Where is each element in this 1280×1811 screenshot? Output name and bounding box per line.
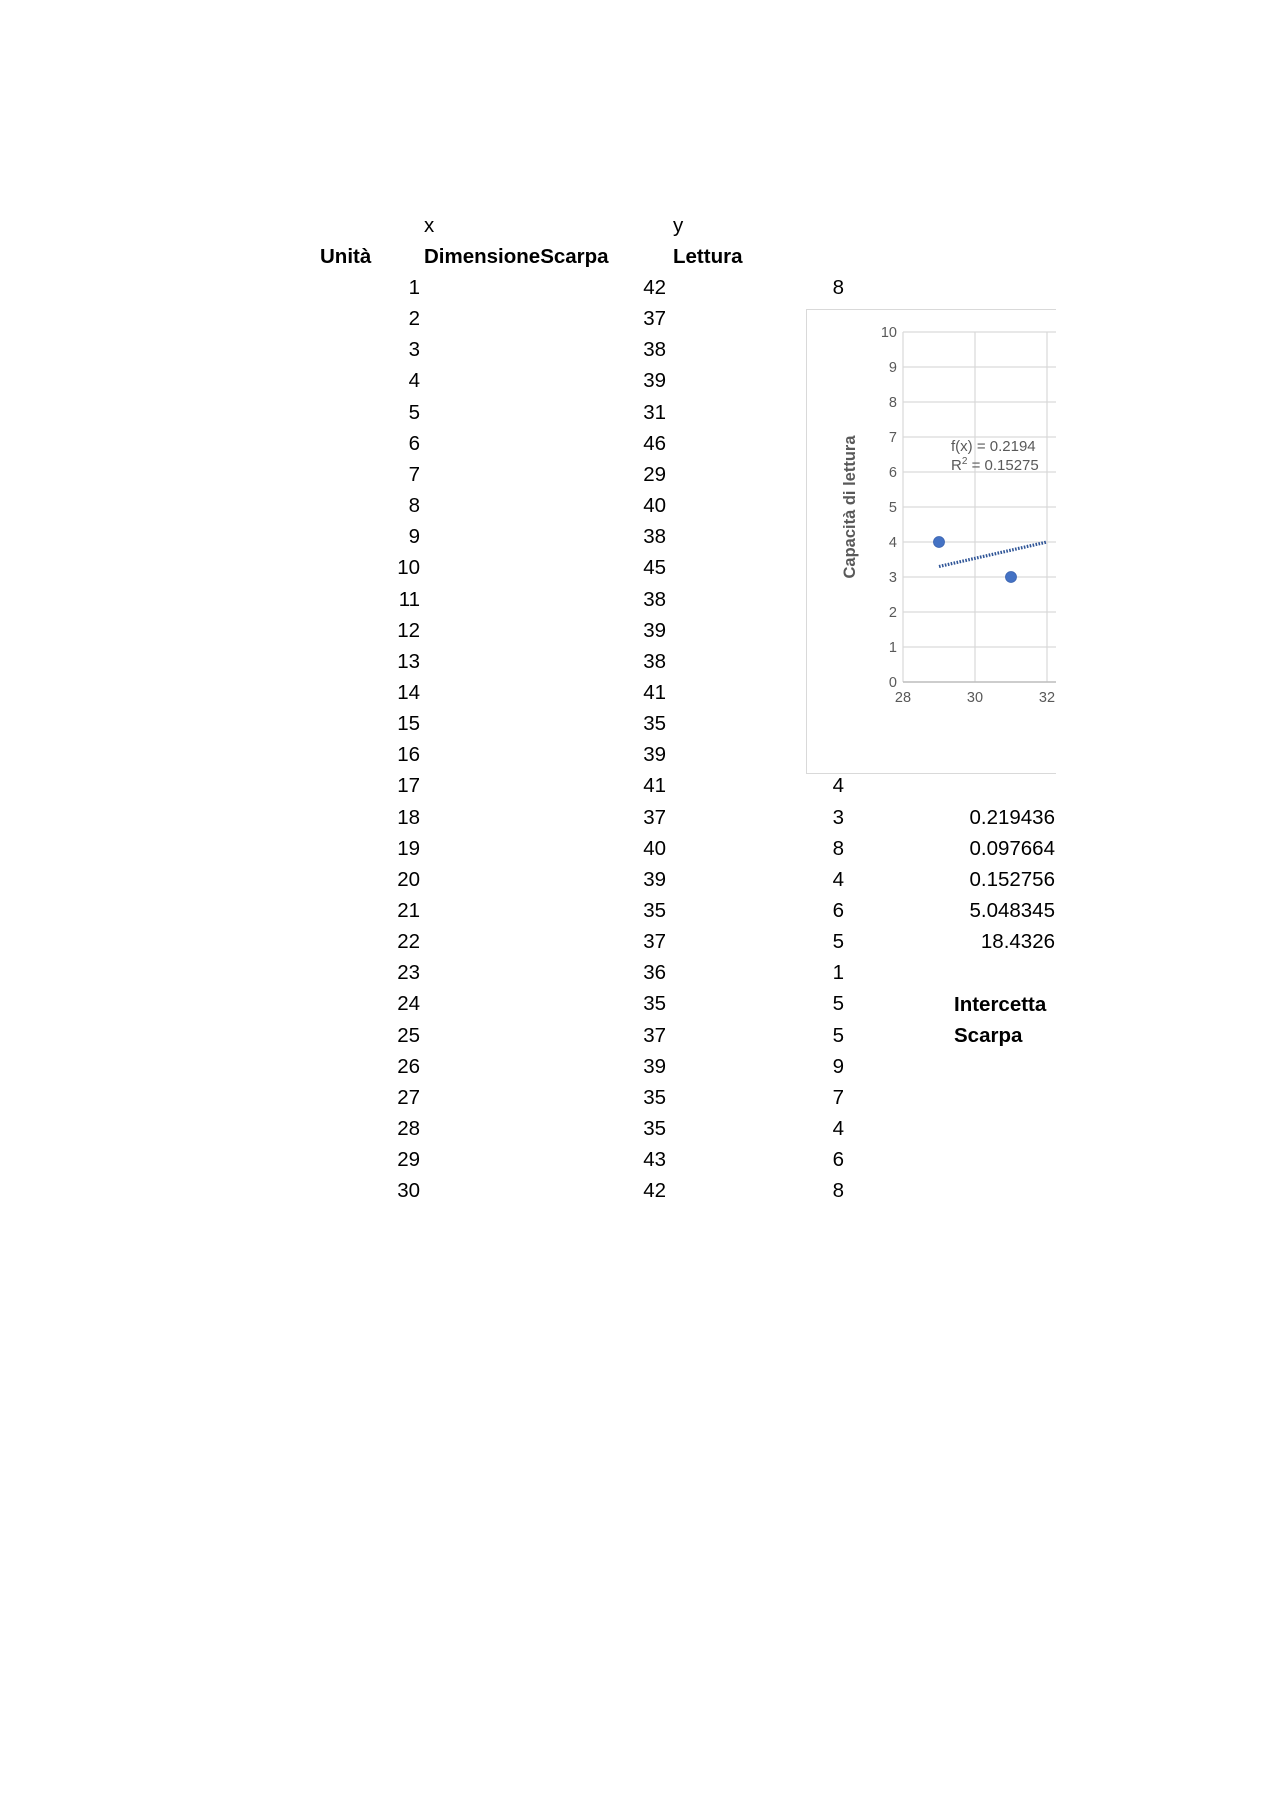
scatter-chart[interactable]: [806, 309, 1056, 774]
stat-f-value: 5.048345: [969, 899, 1055, 922]
row-reading: 8: [832, 837, 844, 860]
row-unit: 6: [408, 432, 420, 455]
row-unit: 8: [408, 494, 420, 517]
row-reading: 5: [832, 992, 844, 1015]
row-reading: 8: [832, 276, 844, 299]
row-shoe-size: 39: [643, 868, 666, 891]
row-shoe-size: 41: [643, 681, 666, 704]
trend-r-squared: $R^2 = 0.15275$: [951, 456, 1039, 474]
row-unit: 4: [408, 369, 420, 392]
row-unit: 9: [408, 525, 420, 548]
data-point: [1006, 572, 1017, 583]
row-unit: 19: [397, 837, 420, 860]
row-shoe-size: 45: [643, 556, 666, 579]
row-unit: 16: [397, 743, 420, 766]
row-shoe-size: 42: [643, 276, 666, 299]
x-tick-label: 28: [894, 690, 912, 706]
row-unit: 22: [397, 930, 420, 953]
row-unit: 10: [397, 556, 420, 579]
header-x-letter: x: [424, 214, 435, 237]
row-shoe-size: 40: [643, 837, 666, 860]
y-tick-label: 4: [888, 535, 897, 551]
row-shoe-size: 29: [643, 463, 666, 486]
row-unit: 27: [397, 1086, 420, 1109]
row-shoe-size: 37: [643, 307, 666, 330]
chart-canvas: [807, 310, 1056, 774]
row-reading: 3: [832, 806, 844, 829]
row-shoe-size: 38: [643, 525, 666, 548]
stat-ss-reg: 18.4326: [980, 930, 1055, 953]
row-unit: 25: [397, 1024, 420, 1047]
row-reading: 4: [832, 868, 844, 891]
row-reading: 1: [832, 961, 844, 984]
row-reading: 5: [832, 1024, 844, 1047]
row-reading: 6: [832, 1148, 844, 1171]
row-shoe-size: 39: [643, 369, 666, 392]
row-unit: 15: [397, 712, 420, 735]
row-shoe-size: 42: [643, 1179, 666, 1202]
row-unit: 7: [408, 463, 420, 486]
row-reading: 9: [832, 1055, 844, 1078]
row-reading: 4: [832, 1117, 844, 1140]
row-shoe-size: 39: [643, 619, 666, 642]
row-reading: 5: [832, 930, 844, 953]
row-shoe-size: 37: [643, 1024, 666, 1047]
y-tick-label: 1: [888, 640, 897, 656]
y-tick-label: 3: [888, 570, 897, 586]
stat-slope: 0.219436: [969, 806, 1055, 829]
row-unit: 5: [408, 401, 420, 424]
y-tick-label: 2: [888, 605, 897, 621]
row-shoe-size: 35: [643, 712, 666, 735]
y-tick-label: 8: [888, 395, 897, 411]
y-tick-label: 6: [888, 465, 897, 481]
row-unit: 29: [397, 1148, 420, 1171]
row-unit: 14: [397, 681, 420, 704]
row-unit: 26: [397, 1055, 420, 1078]
row-shoe-size: 38: [643, 650, 666, 673]
row-shoe-size: 37: [643, 806, 666, 829]
row-unit: 18: [397, 806, 420, 829]
header-unit: Unità: [320, 245, 372, 268]
row-shoe-size: 35: [643, 899, 666, 922]
row-reading: 4: [832, 774, 844, 797]
row-reading: 6: [832, 899, 844, 922]
header-y-letter: y: [673, 214, 684, 237]
row-shoe-size: 38: [643, 338, 666, 361]
row-shoe-size: 46: [643, 432, 666, 455]
y-tick-label: 5: [888, 500, 897, 516]
row-unit: 17: [397, 774, 420, 797]
row-shoe-size: 36: [643, 961, 666, 984]
row-shoe-size: 35: [643, 1086, 666, 1109]
row-unit: 12: [397, 619, 420, 642]
row-shoe-size: 39: [643, 743, 666, 766]
header-reading: Lettura: [673, 245, 743, 268]
trendline: [939, 542, 1047, 567]
row-shoe-size: 40: [643, 494, 666, 517]
row-shoe-size: 37: [643, 930, 666, 953]
label-shoe: Scarpa: [954, 1024, 1023, 1047]
x-tick-label: 32: [1038, 690, 1056, 706]
y-tick-label: 9: [888, 360, 897, 376]
row-reading: 7: [832, 1086, 844, 1109]
row-shoe-size: 35: [643, 992, 666, 1015]
row-unit: 24: [397, 992, 420, 1015]
header-shoe-size: DimensioneScarpa: [424, 245, 609, 268]
row-shoe-size: 39: [643, 1055, 666, 1078]
stat-se-slope: 0.097664: [969, 837, 1055, 860]
row-shoe-size: 41: [643, 774, 666, 797]
trend-equation: f(x) = 0.2194: [951, 438, 1036, 455]
label-intercept: Intercetta: [954, 993, 1047, 1016]
row-shoe-size: 38: [643, 588, 666, 611]
y-tick-label: 10: [880, 325, 897, 341]
data-point: [934, 537, 945, 548]
row-unit: 23: [397, 961, 420, 984]
y-axis-title: Capacità di lettura: [841, 435, 859, 579]
row-unit: 2: [408, 307, 420, 330]
row-reading: 8: [832, 1179, 844, 1202]
row-unit: 11: [398, 588, 420, 611]
stat-r-squared: 0.152756: [969, 868, 1055, 891]
row-unit: 21: [397, 899, 420, 922]
row-unit: 3: [408, 338, 420, 361]
row-shoe-size: 31: [643, 401, 666, 424]
y-tick-label: 7: [888, 430, 897, 446]
x-tick-label: 30: [966, 690, 984, 706]
row-unit: 13: [397, 650, 420, 673]
row-unit: 28: [397, 1117, 420, 1140]
row-unit: 30: [397, 1179, 420, 1202]
row-shoe-size: 35: [643, 1117, 666, 1140]
row-shoe-size: 43: [643, 1148, 666, 1171]
row-unit: 20: [397, 868, 420, 891]
row-unit: 1: [408, 276, 420, 299]
y-tick-label: 0: [888, 675, 897, 691]
